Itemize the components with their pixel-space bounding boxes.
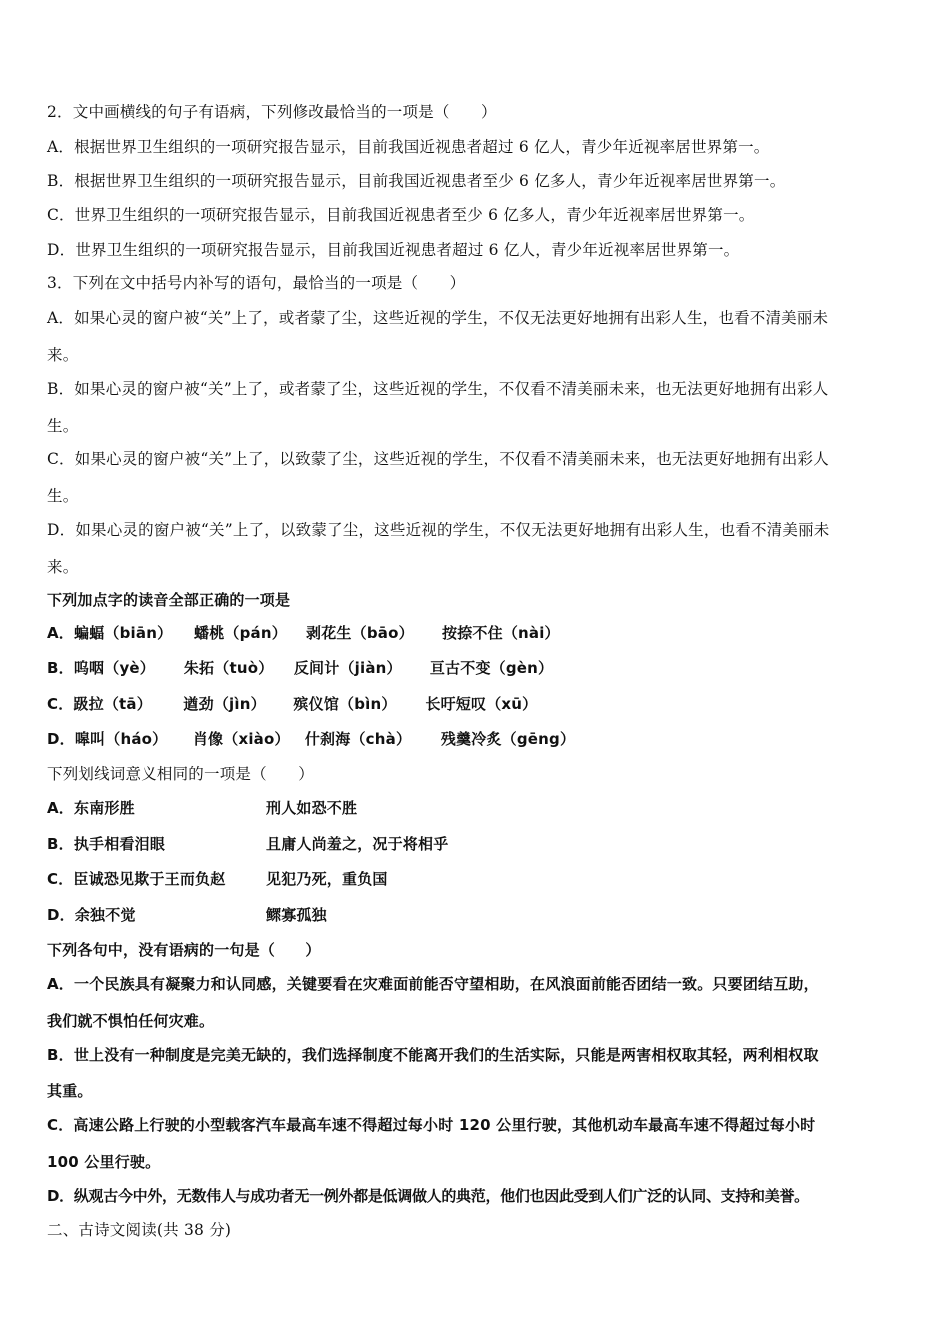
option-label: D． — [47, 730, 75, 748]
option-item: 剥花生（bāo） — [306, 624, 414, 642]
option-item: 长吁短叹（xū） — [425, 695, 538, 713]
q4-stem: 下列加点字的读音全部正确的一项是 — [47, 591, 291, 609]
q6-stem: 下列各句中，没有语病的一句是（ ） — [47, 941, 321, 959]
q6-option-a-cont: 我们就不惧怕任何灾难。 — [47, 1012, 215, 1030]
section-heading: 二、古诗文阅读(共 38 分) — [47, 1221, 232, 1239]
option-item: 肖像（xiào） — [192, 730, 290, 748]
q3-option-a: A．如果心灵的窗户被“关”上了，或者蒙了尘，这些近视的学生，不仅无法更好地拥有出彩人生，也看不清美丽未 — [47, 309, 829, 327]
q3-option-d: D．如果心灵的窗户被“关”上了，以致蒙了尘，这些近视的学生，不仅无法更好地拥有出彩人生，也看不清美丽未 — [47, 521, 830, 539]
option-right: 且庸人尚羞之，况于将相乎 — [266, 835, 449, 853]
q2-stem: 2．文中画横线的句子有语病，下列修改最恰当的一项是（ ） — [47, 103, 497, 121]
q3-option-c-cont: 生。 — [47, 487, 79, 505]
option-right: 见犯乃死，重负国 — [266, 870, 388, 888]
q3-option-a-cont: 来。 — [47, 346, 79, 364]
q4-option-a — [47, 623, 560, 643]
option-item: 遒劲（jìn） — [183, 695, 266, 713]
option-item: 蟠桃（pán） — [194, 624, 287, 642]
q5-stem: 下列划线词意义相同的一项是（ ） — [47, 765, 314, 783]
option-item: 什刹海（chà） — [304, 730, 412, 748]
q3-option-b-cont: 生。 — [47, 417, 79, 435]
option-right: 鳏寡孤独 — [266, 906, 327, 924]
option-left: 执手相看泪眼 — [73, 835, 166, 853]
q2-option-c: C．世界卫生组织的一项研究报告显示，目前我国近视患者至少 6 亿多人，青少年近视率居世界第一。 — [47, 206, 755, 224]
option-right: 刑人如恐不胜 — [266, 799, 358, 817]
q5-option-d — [47, 905, 327, 925]
option-item: 按捺不住（nài） — [442, 624, 560, 642]
option-label: C． — [47, 870, 74, 888]
q6-option-a: A．一个民族具有凝聚力和认同感，关键要看在灾难面前能否守望相助，在风浪面前能否团结一致。只要团结互助， — [47, 975, 819, 993]
option-label: B． — [47, 659, 74, 677]
option-item: 朱拓（tuò） — [183, 659, 274, 677]
q2-option-a: A．根据世界卫生组织的一项研究报告显示，目前我国近视患者超过 6 亿人，青少年近视率居世界第一。 — [47, 138, 770, 156]
option-label: B． — [47, 835, 74, 853]
option-item: 趿拉（tā） — [73, 695, 152, 713]
q6-option-c: C．高速公路上行驶的小型载客汽车最高车速不得超过每小时 120 公里行驶，其他机动车最高车速不得超过每小时 — [47, 1116, 816, 1134]
q5-option-a — [47, 798, 357, 818]
option-label: D． — [47, 906, 75, 924]
q5-option-c — [47, 869, 388, 889]
q6-option-b-cont: 其重。 — [47, 1082, 93, 1100]
option-left: 余独不觉 — [74, 906, 136, 924]
option-item: 蝙蝠（biān） — [74, 624, 173, 642]
option-label: A． — [47, 624, 75, 642]
q3-option-b: B．如果心灵的窗户被“关”上了，或者蒙了尘，这些近视的学生，不仅看不清美丽未来，也无法更好地拥有出彩人 — [47, 380, 829, 398]
q4-option-c — [47, 694, 537, 714]
q2-option-d: D．世界卫生组织的一项研究报告显示，目前我国近视患者超过 6 亿人，青少年近视率居世界第一。 — [47, 241, 740, 259]
option-item: 殡仪馆（bìn） — [293, 695, 397, 713]
q6-option-d: D．纵观古今中外，无数伟人与成功者无一例外都是低调做人的典范，他们也因此受到人们广泛的认同、支持和美誉。 — [47, 1187, 809, 1205]
option-left: 东南形胜 — [74, 799, 135, 817]
q2-option-b: B．根据世界卫生组织的一项研究报告显示，目前我国近视患者至少 6 亿多人，青少年近视率居世界第一。 — [47, 172, 786, 190]
option-item: 呜咽（yè） — [73, 659, 155, 677]
q3-stem: 3．下列在文中括号内补写的语句，最恰当的一项是（ ） — [47, 274, 466, 292]
option-item: 残羹冷炙（gēng） — [440, 730, 576, 748]
q4-option-d — [47, 729, 575, 749]
option-left: 臣诚恐见欺于王而负赵 — [73, 870, 226, 888]
option-item: 反间计（jiàn） — [293, 659, 402, 677]
q4-option-b — [47, 658, 553, 678]
q3-option-c: C．如果心灵的窗户被“关”上了，以致蒙了尘，这些近视的学生，不仅看不清美丽未来，也无法更好地拥有出彩人 — [47, 450, 829, 468]
q6-option-b: B．世上没有一种制度是完美无缺的，我们选择制度不能离开我们的生活实际，只能是两害相权取其轻，两利相权取 — [47, 1046, 819, 1064]
q6-option-c-cont: 100 公里行驶。 — [47, 1153, 161, 1171]
option-label: C． — [47, 695, 74, 713]
option-label: A． — [47, 799, 75, 817]
option-item: 嗥叫（háo） — [74, 730, 168, 748]
q3-option-d-cont: 来。 — [47, 558, 79, 576]
option-item: 亘古不变（gèn） — [429, 659, 554, 677]
q5-option-b — [47, 834, 448, 854]
